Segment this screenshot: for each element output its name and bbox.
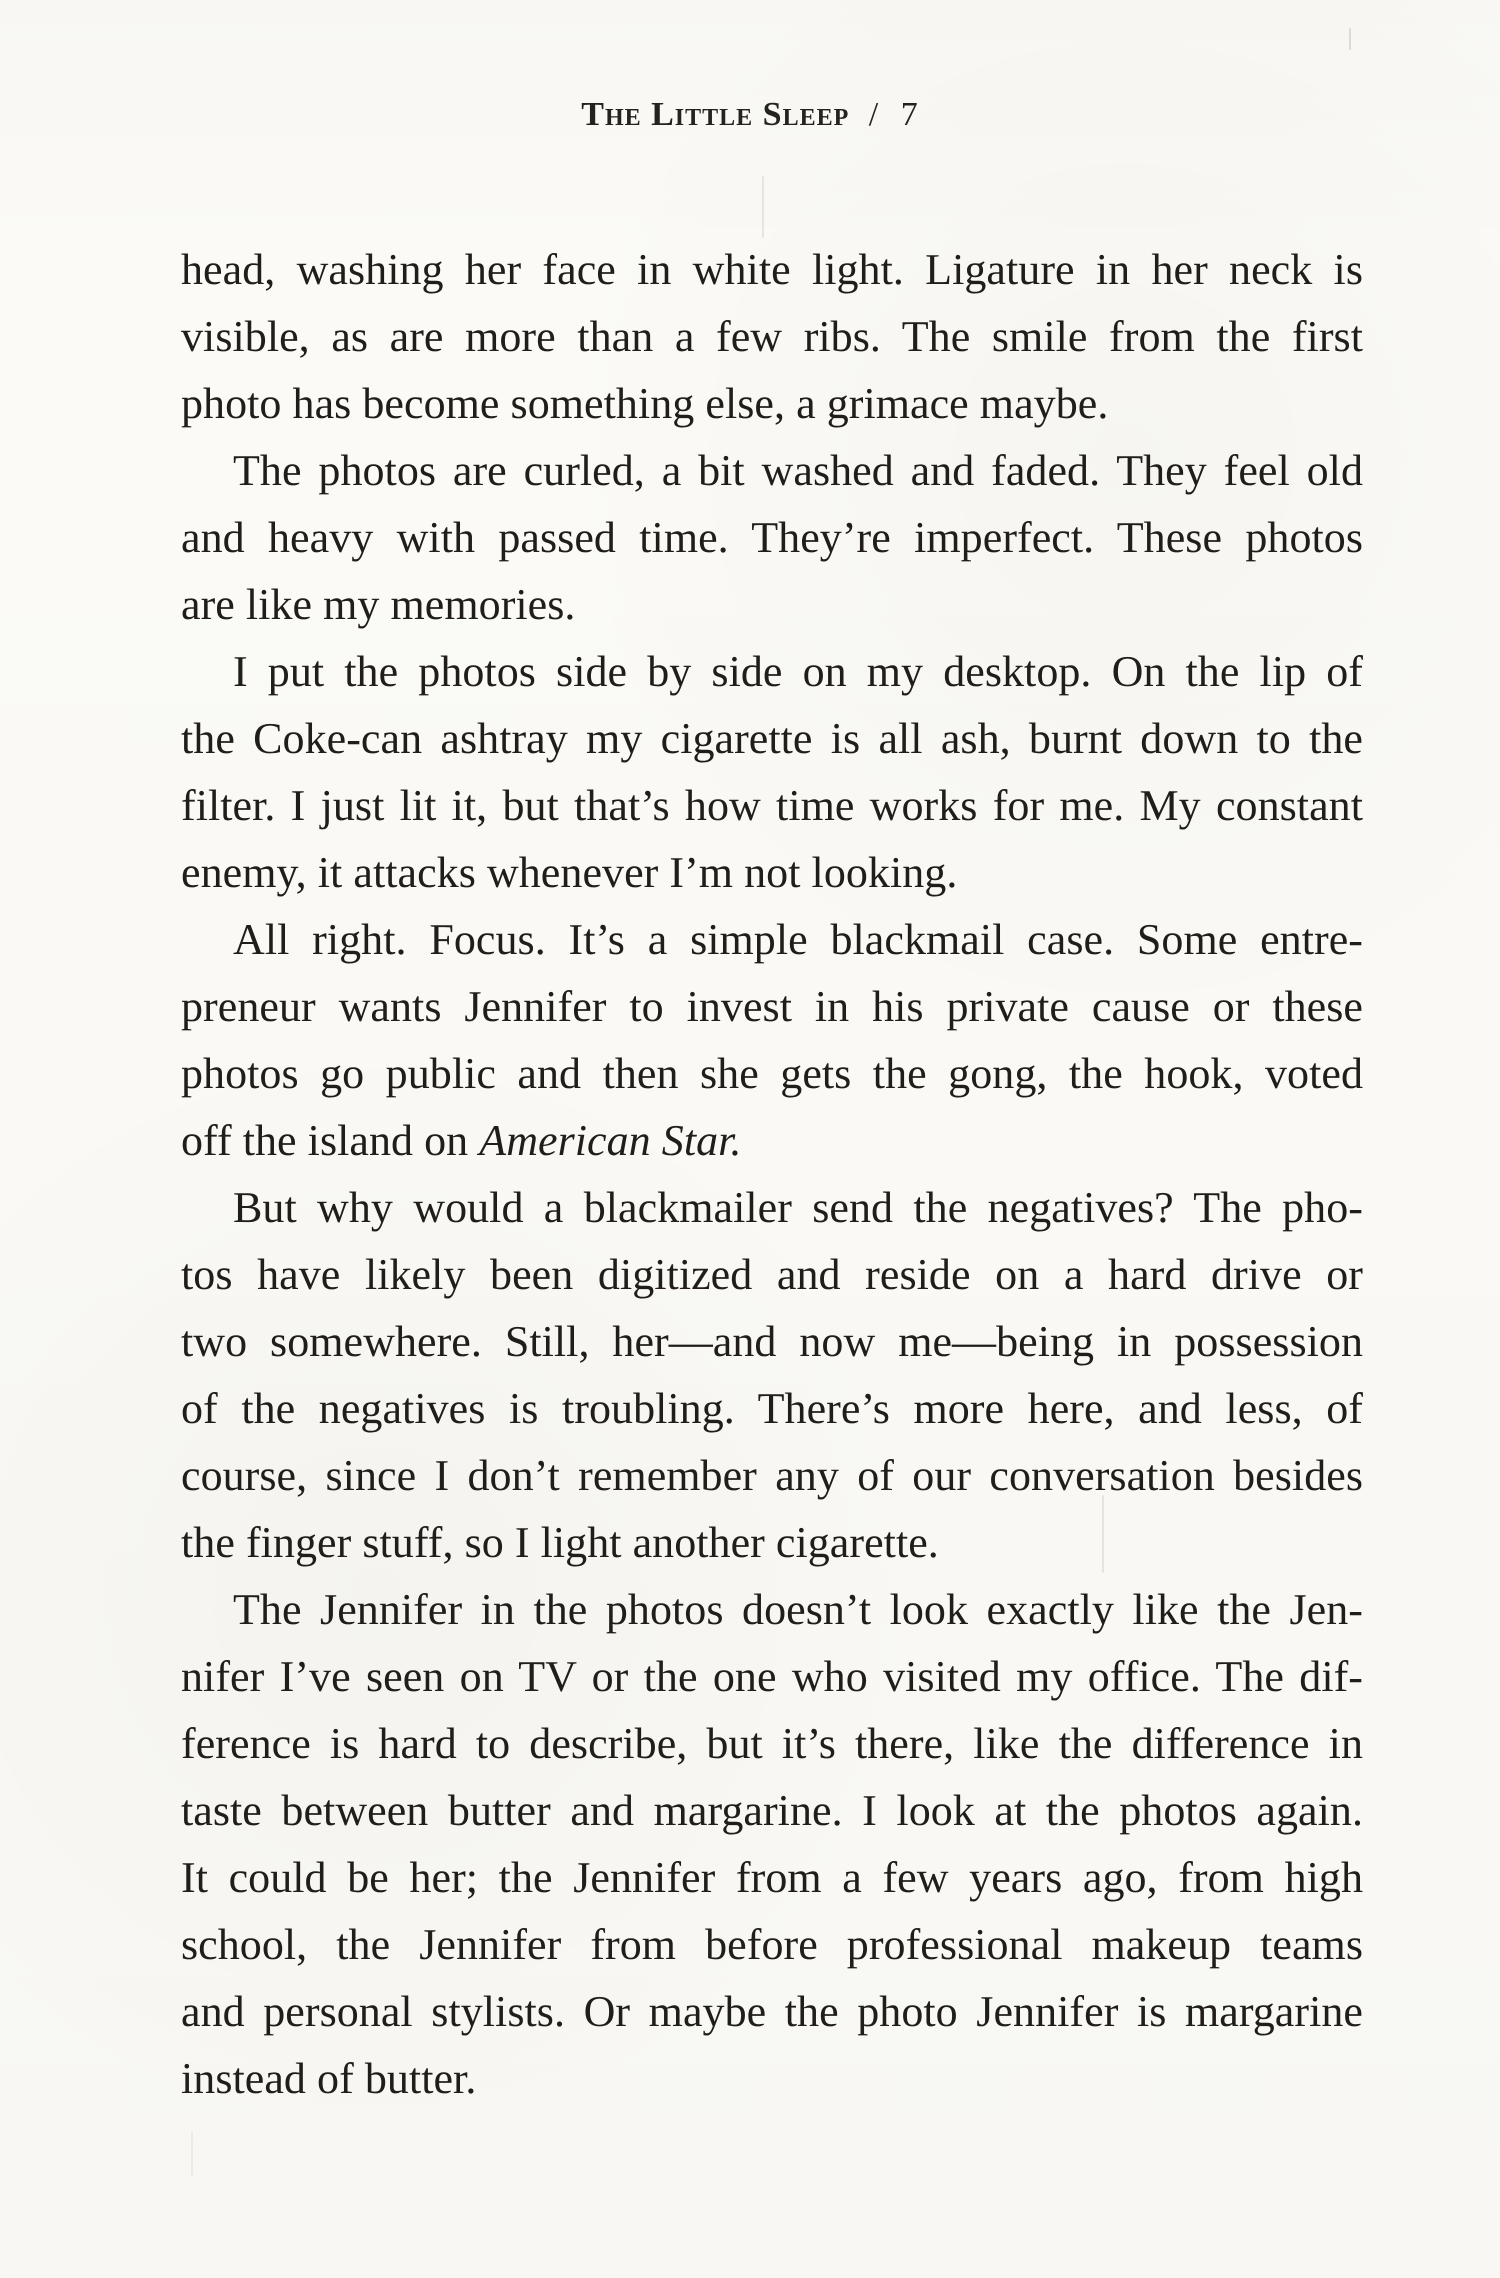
text-line: The photos are curled, a bit washed and faded. They feel old	[233, 446, 1363, 495]
text-line: It could be her; the Jennifer from a few years ago, from high	[181, 1853, 1363, 1902]
text-line: ference is hard to describe, but it’s there, like the difference in	[181, 1719, 1363, 1768]
scan-mark	[762, 176, 764, 238]
show-title: American Star.	[479, 1116, 742, 1165]
text-line: two somewhere. Still, her—and now me—being in possession	[181, 1317, 1363, 1366]
text-line: school, the Jennifer from before professional makeup teams	[181, 1920, 1363, 1969]
text-line: The Jennifer in the photos doesn’t look exactly like the Jen-	[233, 1585, 1363, 1634]
text-line: photos go public and then she gets the gong, the hook, voted	[181, 1049, 1363, 1098]
text-line: enemy, it attacks whenever I’m not looking.	[181, 848, 958, 897]
text-line: filter. I just lit it, but that’s how time works for me. My constant	[181, 781, 1363, 830]
text-line: instead of butter.	[181, 2054, 477, 2103]
text-line: But why would a blackmailer send the negatives? The pho-	[233, 1183, 1363, 1232]
page-number: 7	[900, 96, 919, 133]
scan-mark	[191, 2132, 193, 2176]
text-line: taste between butter and margarine. I look at the photos again.	[181, 1786, 1363, 1835]
text-line: head, washing her face in white light. Ligature in her neck is	[181, 245, 1363, 294]
text-line	[181, 1107, 1363, 1174]
text-line: tos have likely been digitized and reside on a hard drive or	[181, 1250, 1363, 1299]
text-line: of the negatives is troubling. There’s more here, and less, of	[181, 1384, 1363, 1433]
text-line: the finger stuff, so I light another cigarette.	[181, 1518, 939, 1567]
text-line: and personal stylists. Or maybe the photo Jennifer is margarine	[181, 1987, 1363, 2036]
text-line-prefix: off the island on	[181, 1116, 480, 1165]
text-line: preneur wants Jennifer to invest in his private cause or these	[181, 982, 1363, 1031]
book-title: The Little Sleep	[581, 96, 850, 133]
text-line: course, since I don’t remember any of our conversation besides	[181, 1451, 1363, 1500]
text-line: photo has become something else, a grimace maybe.	[181, 379, 1109, 428]
running-head	[0, 88, 1500, 142]
text-line: the Coke-can ashtray my cigarette is all ash, burnt down to the	[181, 714, 1363, 763]
text-line: All right. Focus. It’s a simple blackmail case. Some entre-	[233, 915, 1363, 964]
text-line: are like my memories.	[181, 580, 576, 629]
text-line: and heavy with passed time. They’re imperfect. These photos	[181, 513, 1363, 562]
header-separator: /	[868, 96, 880, 133]
page-body-text	[181, 236, 1363, 2112]
text-line: I put the photos side by side on my desktop. On the lip of	[233, 647, 1363, 696]
text-line: nifer I’ve seen on TV or the one who visited my office. The dif-	[181, 1652, 1363, 1701]
scan-mark	[1349, 28, 1351, 50]
text-line: visible, as are more than a few ribs. The smile from the first	[181, 312, 1363, 361]
